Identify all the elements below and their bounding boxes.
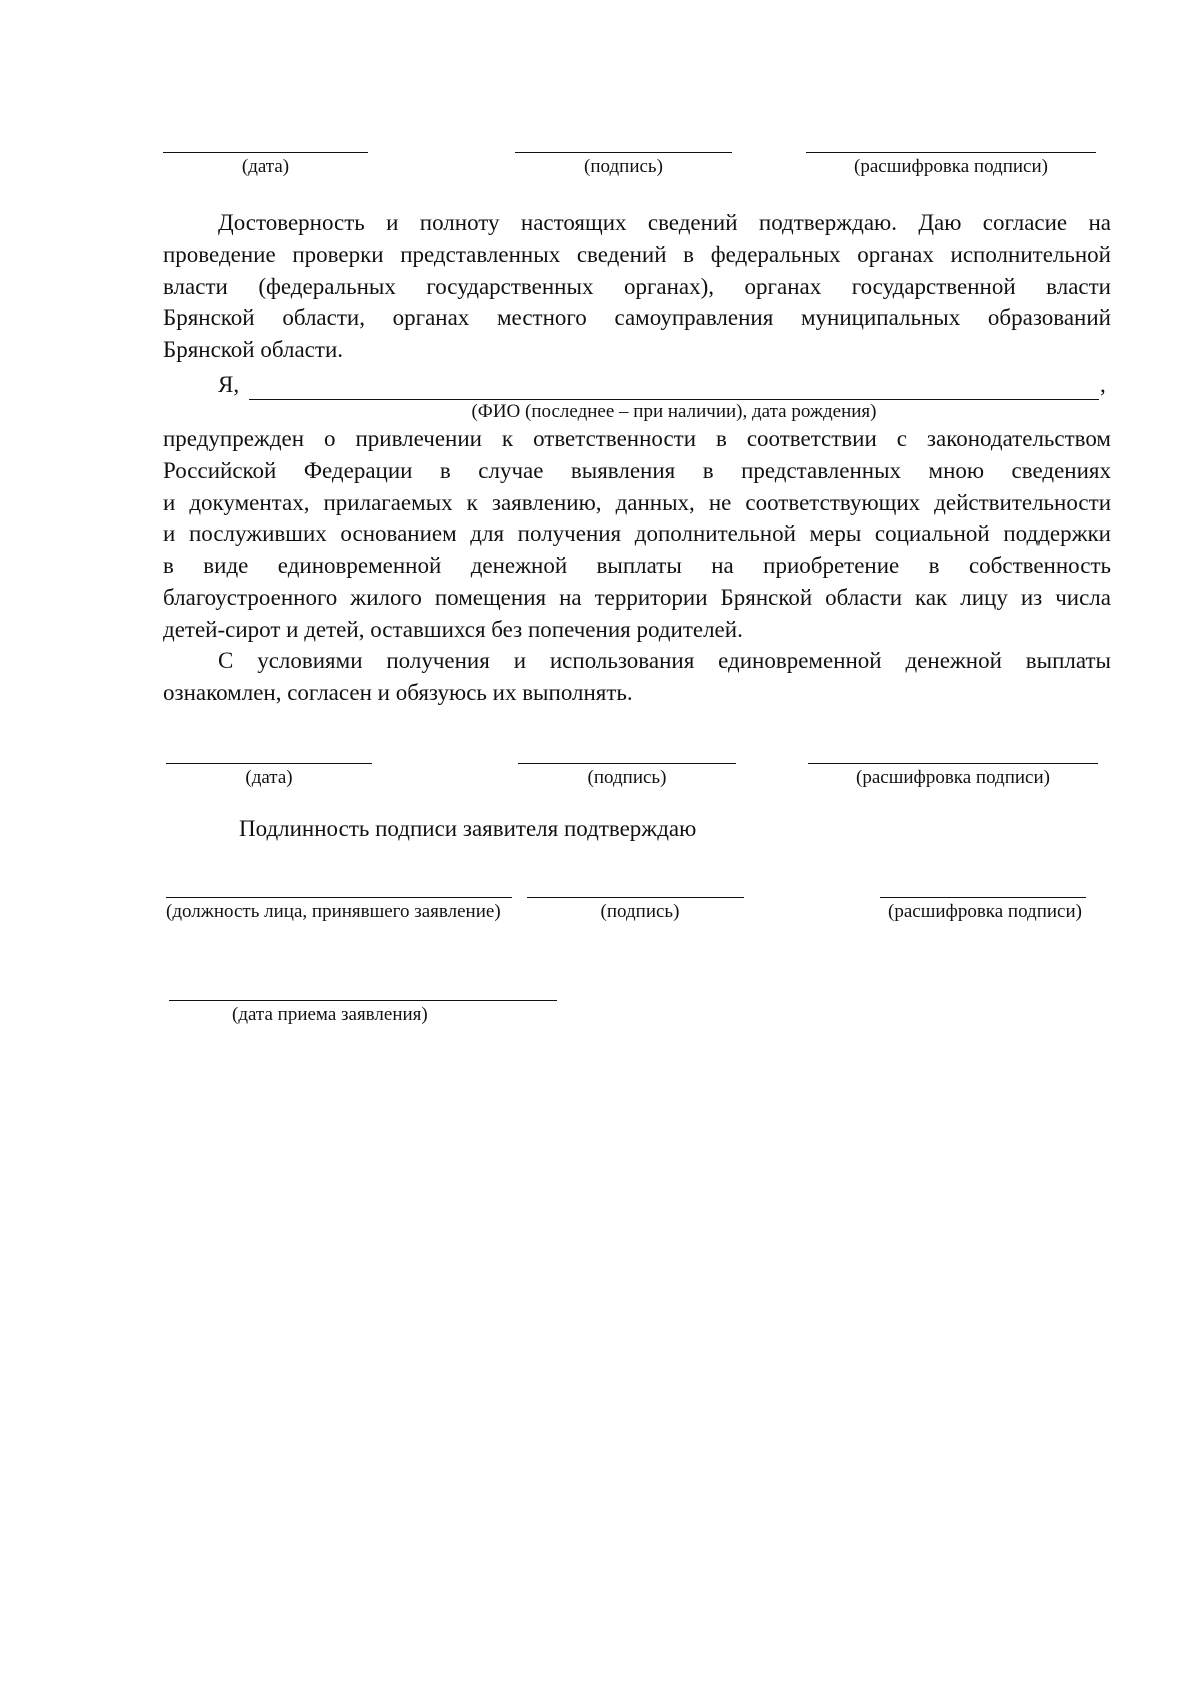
date-line-1[interactable] [163,152,368,153]
fio-line[interactable] [249,399,1099,400]
signature-caption-1: (подпись) [584,156,663,177]
signature-caption-2: (подпись) [587,767,667,788]
statement-line: и послуживших основанием для получения дополнительной меры социальной поддержки [163,521,1111,547]
consent-line: Брянской области, органах местного самоуправления муниципальных образований [163,305,1111,331]
decoding-line-2[interactable] [808,763,1098,764]
authenticity-text: Подлинность подписи заявителя подтверждаю [239,816,697,841]
statement-line: в виде единовременной денежной выплаты на приобретение в собственность [163,553,1111,579]
decoding-line-3[interactable] [880,897,1086,898]
signature-line-3[interactable] [527,897,744,898]
decoding-line-1[interactable] [806,152,1096,153]
fio-caption: (ФИО (последнее – при наличии), дата рождения) [471,401,877,422]
statement-suffix: , [1100,372,1106,397]
consent-line: власти (федеральных государственных органах), органах государственной власти [163,273,1111,299]
statement-line: предупрежден о привлечении к ответственности в соответствии с законодательством [163,426,1111,451]
date-caption-2: (дата) [245,767,293,788]
statement-line: детей-сирот и детей, оставшихся без попечения родителей. [163,616,743,642]
statement-paragraph [163,423,1111,646]
signature-line-2[interactable] [518,763,736,764]
date-line-2[interactable] [166,763,372,764]
conditions-line: ознакомлен, согласен и обязуюсь их выполнять. [163,679,633,705]
decoding-caption-1: (расшифровка подписи) [854,156,1048,177]
statement-line: и документах, прилагаемых к заявлению, данных, не соответствующих действительности [163,489,1111,515]
consent-line: проведение проверки представленных сведений в федеральных органах исполнительной [163,241,1111,267]
conditions-line: С условиями получения и использования единовременной денежной выплаты [218,648,1111,673]
signature-caption-3: (подпись) [600,901,680,922]
conditions-paragraph [163,645,1111,709]
receipt-date-line[interactable] [169,1000,557,1001]
date-caption-1: (дата) [241,156,290,177]
position-caption: (должность лица, принявшего заявление) [166,901,501,922]
decoding-caption-2: (расшифровка подписи) [856,767,1050,788]
statement-line: благоустроенного жилого помещения на территории Брянской области как лицу из числа [163,584,1111,610]
consent-line: Достоверность и полноту настоящих сведений подтверждаю. Даю согласие на [218,210,1111,235]
position-line[interactable] [166,897,512,898]
decoding-caption-3: (расшифровка подписи) [888,901,1082,922]
consent-paragraph [163,207,1111,366]
statement-prefix: Я, [218,372,240,397]
signature-line-1[interactable] [515,152,732,153]
receipt-date-caption: (дата приема заявления) [232,1004,428,1025]
statement-line: Российской Федерации в случае выявления в представленных мною сведениях [163,457,1111,483]
consent-line: Брянской области. [163,337,344,363]
